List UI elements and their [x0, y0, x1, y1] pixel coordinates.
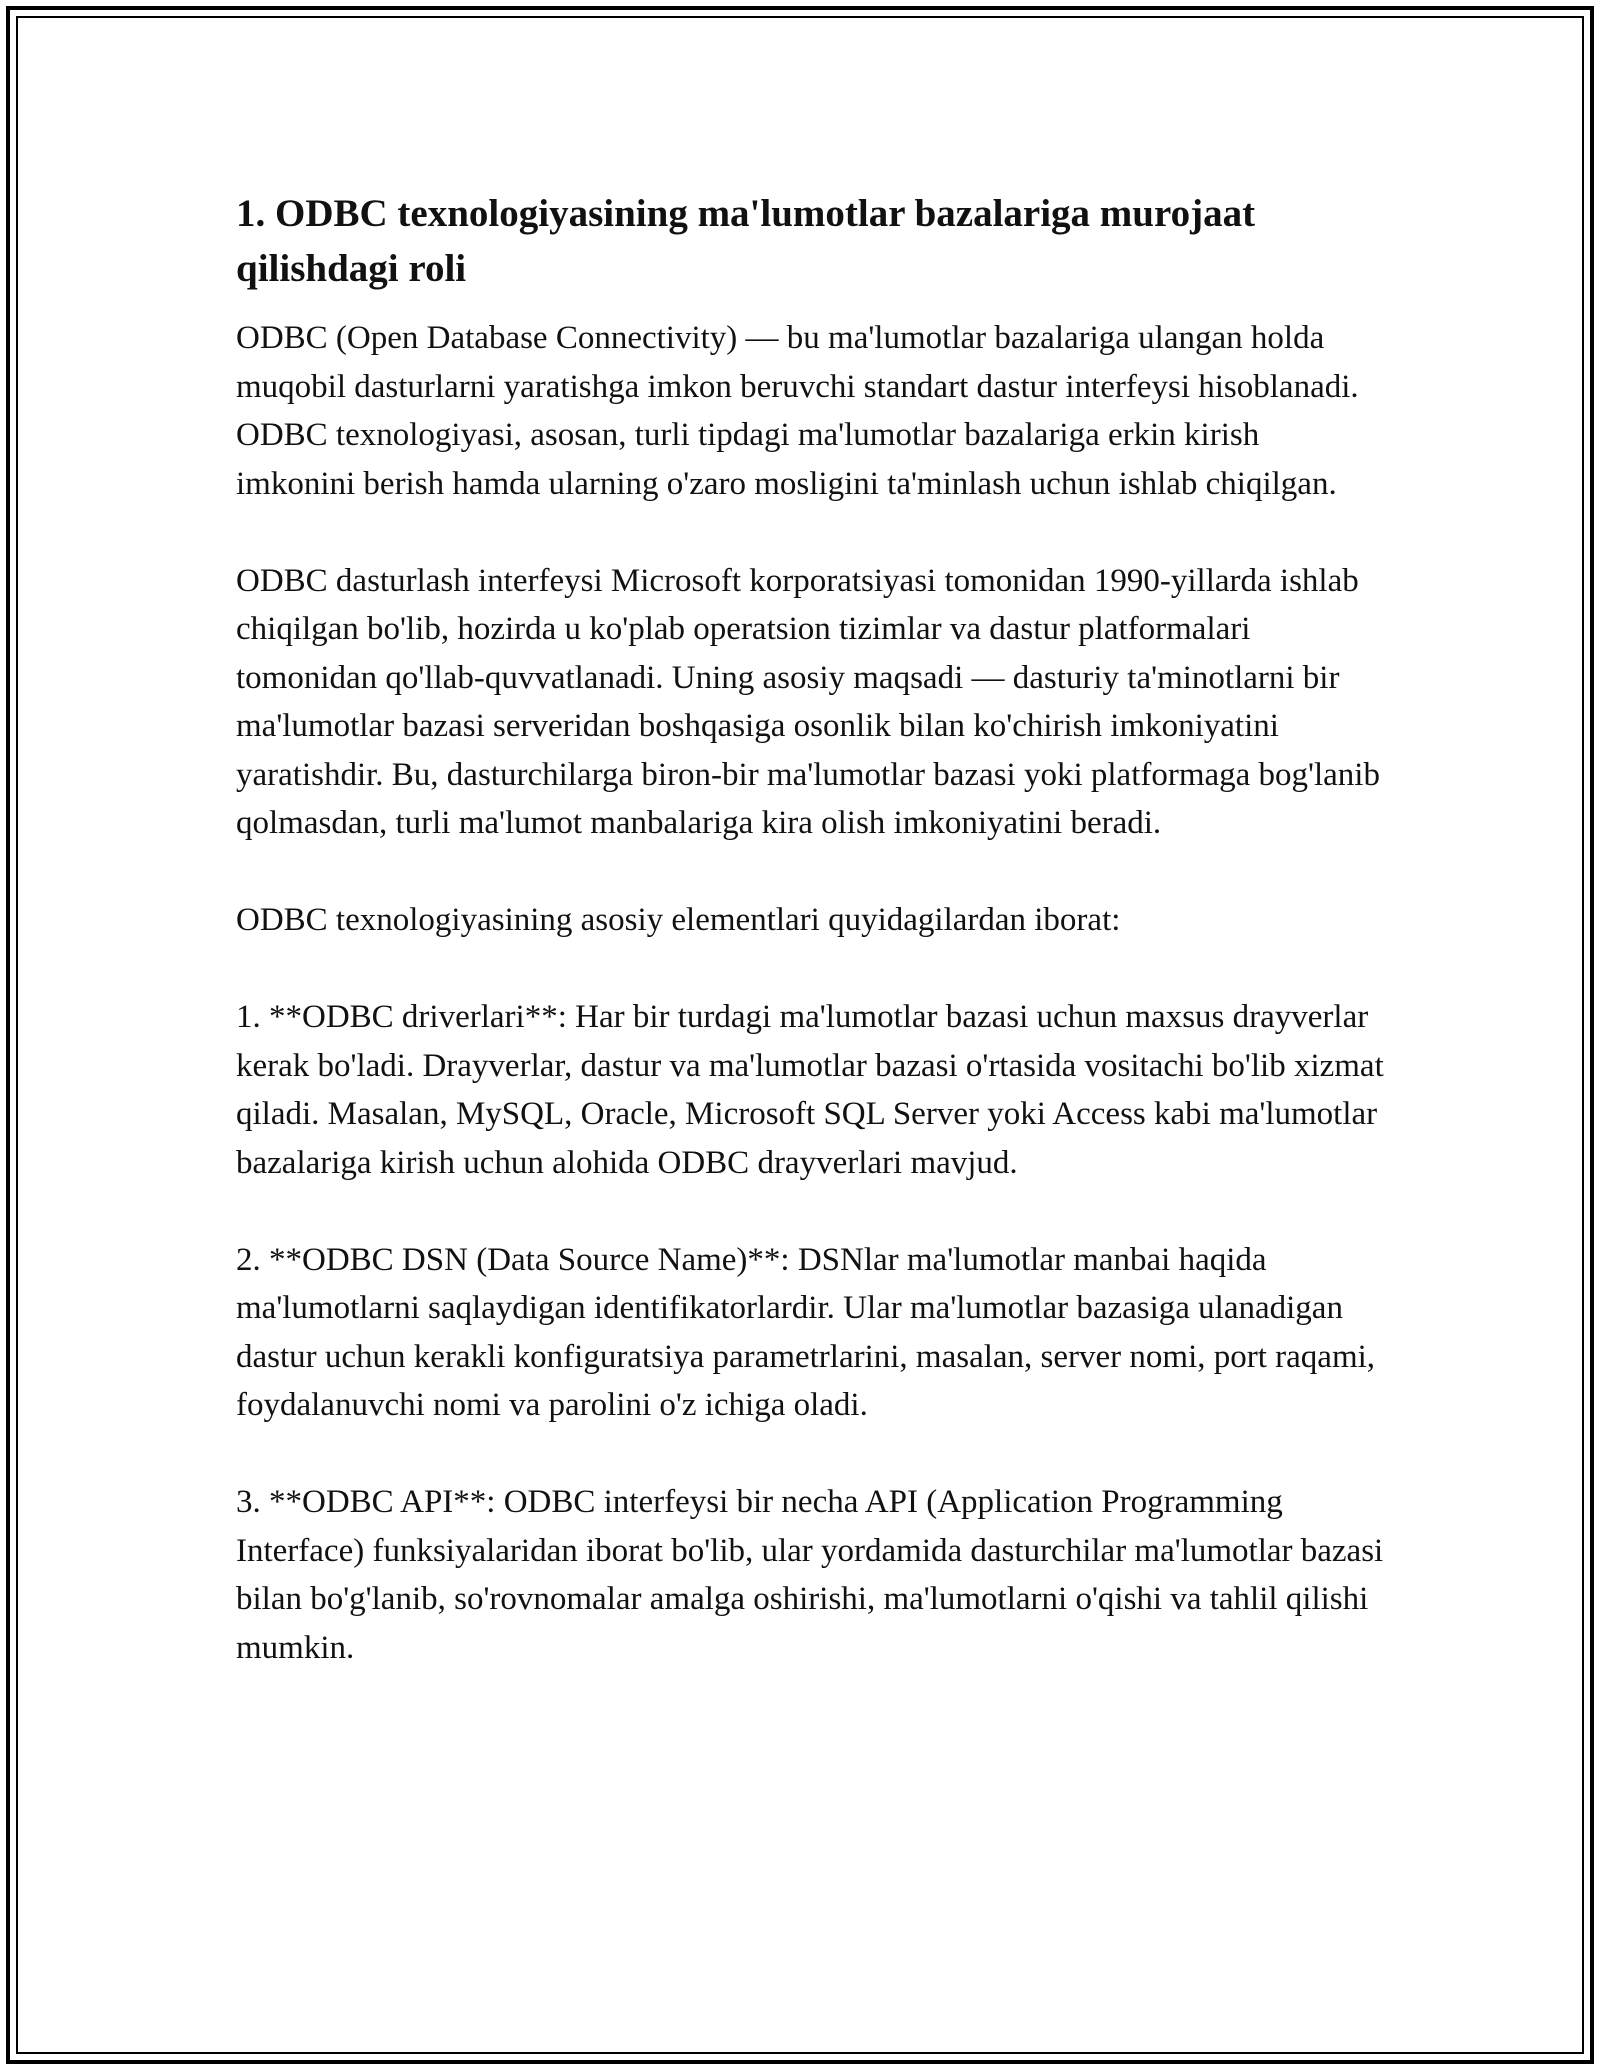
list-item-drivers: 1. **ODBC driverlari**: Har bir turdagi ma'lumotlar bazasi uchun maxsus drayverlar kerak bo'ladi. Drayverlar, dastur va ma'lumotlar bazasi o'rtasida vositachi bo'lib xizmat qiladi. Masalan, MySQL, Oracle, Microsoft SQL Server yoki Access kabi ma'lumotlar bazalariga kirish uchun alohida ODBC drayverlari mavjud. — [236, 999, 1384, 1181]
list-item-api: 3. **ODBC API**: ODBC interfeysi bir necha API (Application Programming Interface) funksiyalaridan iborat bo'lib, ular yordamida dasturchilar ma'lumotlar bazasi bilan bo'g'lanib, so'rovnomalar amalga oshirishi, ma'lumotlarni o'qishi va tahlil qilishi mumkin. — [236, 1484, 1384, 1666]
document-body — [236, 186, 1386, 1672]
paragraph-history: ODBC dasturlash interfeysi Microsoft korporatsiyasi tomonidan 1990-yillarda ishlab chiqilgan bo'lib, hozirda u ko'plab operatsion tizimlar va dastur platformalari tomonidan qo'llab-quvvatlanadi. Uning asosiy maqsadi — dasturiy ta'minotlarni bir ma'lumotlar bazasi serveridan boshqasiga osonlik bilan ko'chirish imkoniyatini yaratishdir. Bu, dasturchilarga biron-bir ma'lumotlar bazasi yoki platformaga bog'lanib qolmasdan, turli ma'lumot manbalariga kira olish imkoniyatini beradi. — [236, 562, 1380, 841]
paragraph-elements-intro: ODBC texnologiyasining asosiy elementlari quyidagilardan iborat: — [236, 902, 1121, 938]
section-heading: 1. ODBC texnologiyasining ma'lumotlar bazalariga murojaat qilishdagi roli — [236, 192, 1256, 290]
paragraph-intro: ODBC (Open Database Connectivity) — bu ma'lumotlar bazalariga ulangan holda muqobil dasturlarni yaratishga imkon beruvchi standart dastur interfeysi hisoblanadi. ODBC texnologiyasi, asosan, turli tipdagi ma'lumotlar bazalariga erkin kirish imkonini berish hamda ularning o'zaro mosligini ta'minlash uchun ishlab chiqilgan. — [236, 320, 1359, 502]
list-item-dsn: 2. **ODBC DSN (Data Source Name)**: DSNlar ma'lumotlar manbai haqida ma'lumotlarni saqlaydigan identifikatorlardir. Ular ma'lumotlar bazasiga ulanadigan dastur uchun kerakli konfiguratsiya parametrlarini, masalan, server nomi, port raqami, foydalanuvchi nomi va parolini o'z ichiga oladi. — [236, 1241, 1376, 1423]
